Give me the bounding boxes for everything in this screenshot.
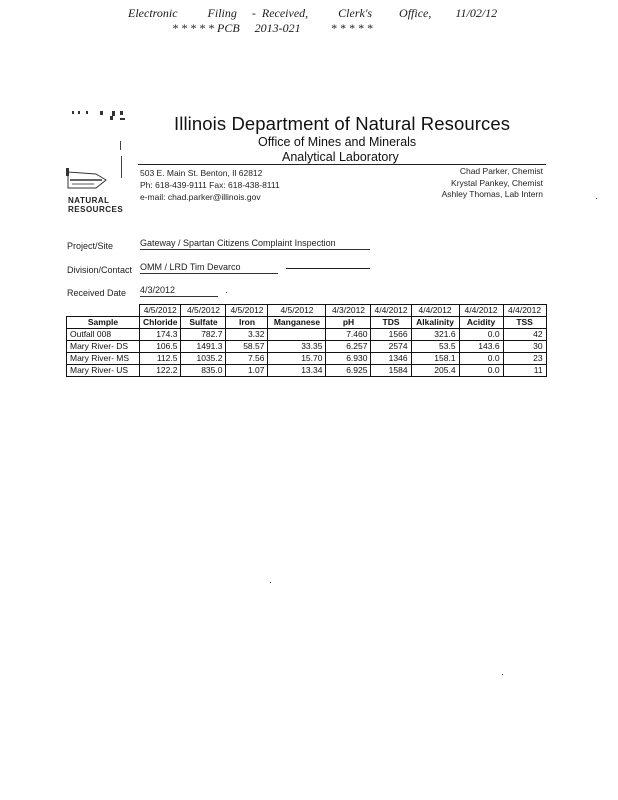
sample-name: Mary River- US [67, 365, 140, 377]
cell-tss: 42 [503, 329, 546, 341]
date-row [67, 305, 547, 317]
received-label: Received Date [67, 288, 127, 298]
cell-acidity: 0.0 [459, 329, 503, 341]
date-cell: 4/4/2012 [371, 305, 411, 317]
column-header-acidity: Acidity [459, 317, 503, 329]
division-extra-line [286, 268, 370, 269]
scan-speck [502, 674, 503, 675]
cell-iron: 3.32 [226, 329, 268, 341]
column-header-sulfate: Sulfate [181, 317, 226, 329]
office-name: Office of Mines and Minerals [258, 135, 417, 149]
date-cell: 4/5/2012 [181, 305, 226, 317]
sample-name: Mary River- DS [67, 341, 140, 353]
cell-alkalinity: 158.1 [411, 353, 459, 365]
cell-alkalinity: 321.6 [411, 329, 459, 341]
scan-speck [270, 582, 271, 583]
cell-sulfate: 1491.3 [181, 341, 226, 353]
cell-chloride: 106.5 [140, 341, 181, 353]
cell-ph: 6.925 [326, 365, 371, 377]
staff-chemist-1: Chad Parker, Chemist [459, 166, 543, 176]
staff-intern: Ashley Thomas, Lab Intern [441, 189, 543, 199]
sample-header: Sample [67, 317, 140, 329]
date-cell: 4/3/2012 [326, 305, 371, 317]
cell-tss: 30 [503, 341, 546, 353]
column-header-iron: Iron [226, 317, 268, 329]
received-value: 4/3/2012 [140, 285, 218, 297]
cell-manganese: 15.70 [268, 353, 326, 365]
lab-name: Analytical Laboratory [282, 150, 399, 164]
cell-chloride: 112.5 [140, 353, 181, 365]
filing-stamp-line1: Electronic Filing - Received, Clerk's Office, 11/02/12 [128, 6, 498, 20]
table-row [67, 353, 547, 365]
cell-tss: 11 [503, 365, 546, 377]
date-blank [67, 305, 140, 317]
dept-title: Illinois Department of Natural Resources [174, 113, 511, 134]
cell-manganese [268, 329, 326, 341]
division-value: OMM / LRD Tim Devarco [140, 262, 278, 274]
phone-fax: Ph: 618-439-9111 Fax: 618-438-8111 [140, 180, 280, 190]
cell-manganese: 13.34 [268, 365, 326, 377]
cell-alkalinity: 205.4 [411, 365, 459, 377]
cell-sulfate: 782.7 [181, 329, 226, 341]
logo-word-natural: NATURAL [68, 196, 110, 205]
staff-chemist-2: Krystal Pankey, Chemist [451, 178, 543, 188]
column-header-tss: TSS [503, 317, 546, 329]
project-label: Project/Site [67, 241, 114, 251]
column-header-manganese: Manganese [268, 317, 326, 329]
table-row [67, 329, 547, 341]
cell-acidity: 143.6 [459, 341, 503, 353]
sample-name: Mary River- MS [67, 353, 140, 365]
table-row [67, 341, 547, 353]
date-cell: 4/4/2012 [459, 305, 503, 317]
header-rule [138, 164, 546, 165]
logo-word-resources: RESOURCES [68, 205, 124, 214]
cell-sulfate: 1035.2 [181, 353, 226, 365]
table-row [67, 365, 547, 377]
column-header-chloride: Chloride [140, 317, 181, 329]
cell-chloride: 174.3 [140, 329, 181, 341]
results-table-wrap [66, 304, 547, 377]
division-label: Division/Contact [67, 265, 133, 275]
date-cell: 4/5/2012 [226, 305, 268, 317]
cell-chloride: 122.2 [140, 365, 181, 377]
email: e-mail: chad.parker@illinois.gov [140, 192, 261, 202]
date-cell: 4/4/2012 [503, 305, 546, 317]
cell-tds: 1566 [371, 329, 411, 341]
cell-ph: 6.930 [326, 353, 371, 365]
cell-acidity: 0.0 [459, 365, 503, 377]
cell-alkalinity: 53.5 [411, 341, 459, 353]
date-cell: 4/5/2012 [268, 305, 326, 317]
scan-speck [596, 198, 597, 199]
cell-iron: 7.56 [226, 353, 268, 365]
filing-stamp-line2: * * * * * PCB 2013-021 * * * * * [172, 21, 373, 35]
header-row [67, 317, 547, 329]
column-header-tds: TDS [371, 317, 411, 329]
address: 503 E. Main St. Benton, Il 62812 [140, 168, 263, 178]
project-value: Gateway / Spartan Citizens Complaint Inspection [140, 238, 370, 250]
column-header-alkalinity: Alkalinity [411, 317, 459, 329]
cell-acidity: 0.0 [459, 353, 503, 365]
cell-ph: 6.257 [326, 341, 371, 353]
cell-tds: 1584 [371, 365, 411, 377]
cell-iron: 1.07 [226, 365, 268, 377]
cell-tds: 1346 [371, 353, 411, 365]
cell-ph: 7.460 [326, 329, 371, 341]
date-cell: 4/5/2012 [140, 305, 181, 317]
cell-tss: 23 [503, 353, 546, 365]
date-cell: 4/4/2012 [411, 305, 459, 317]
cell-sulfate: 835.0 [181, 365, 226, 377]
cell-tds: 2574 [371, 341, 411, 353]
cell-manganese: 33.35 [268, 341, 326, 353]
column-header-ph: pH [326, 317, 371, 329]
scan-speck [226, 292, 227, 293]
cell-iron: 58.57 [226, 341, 268, 353]
sample-name: Outfall 008 [67, 329, 140, 341]
results-table [66, 304, 547, 377]
